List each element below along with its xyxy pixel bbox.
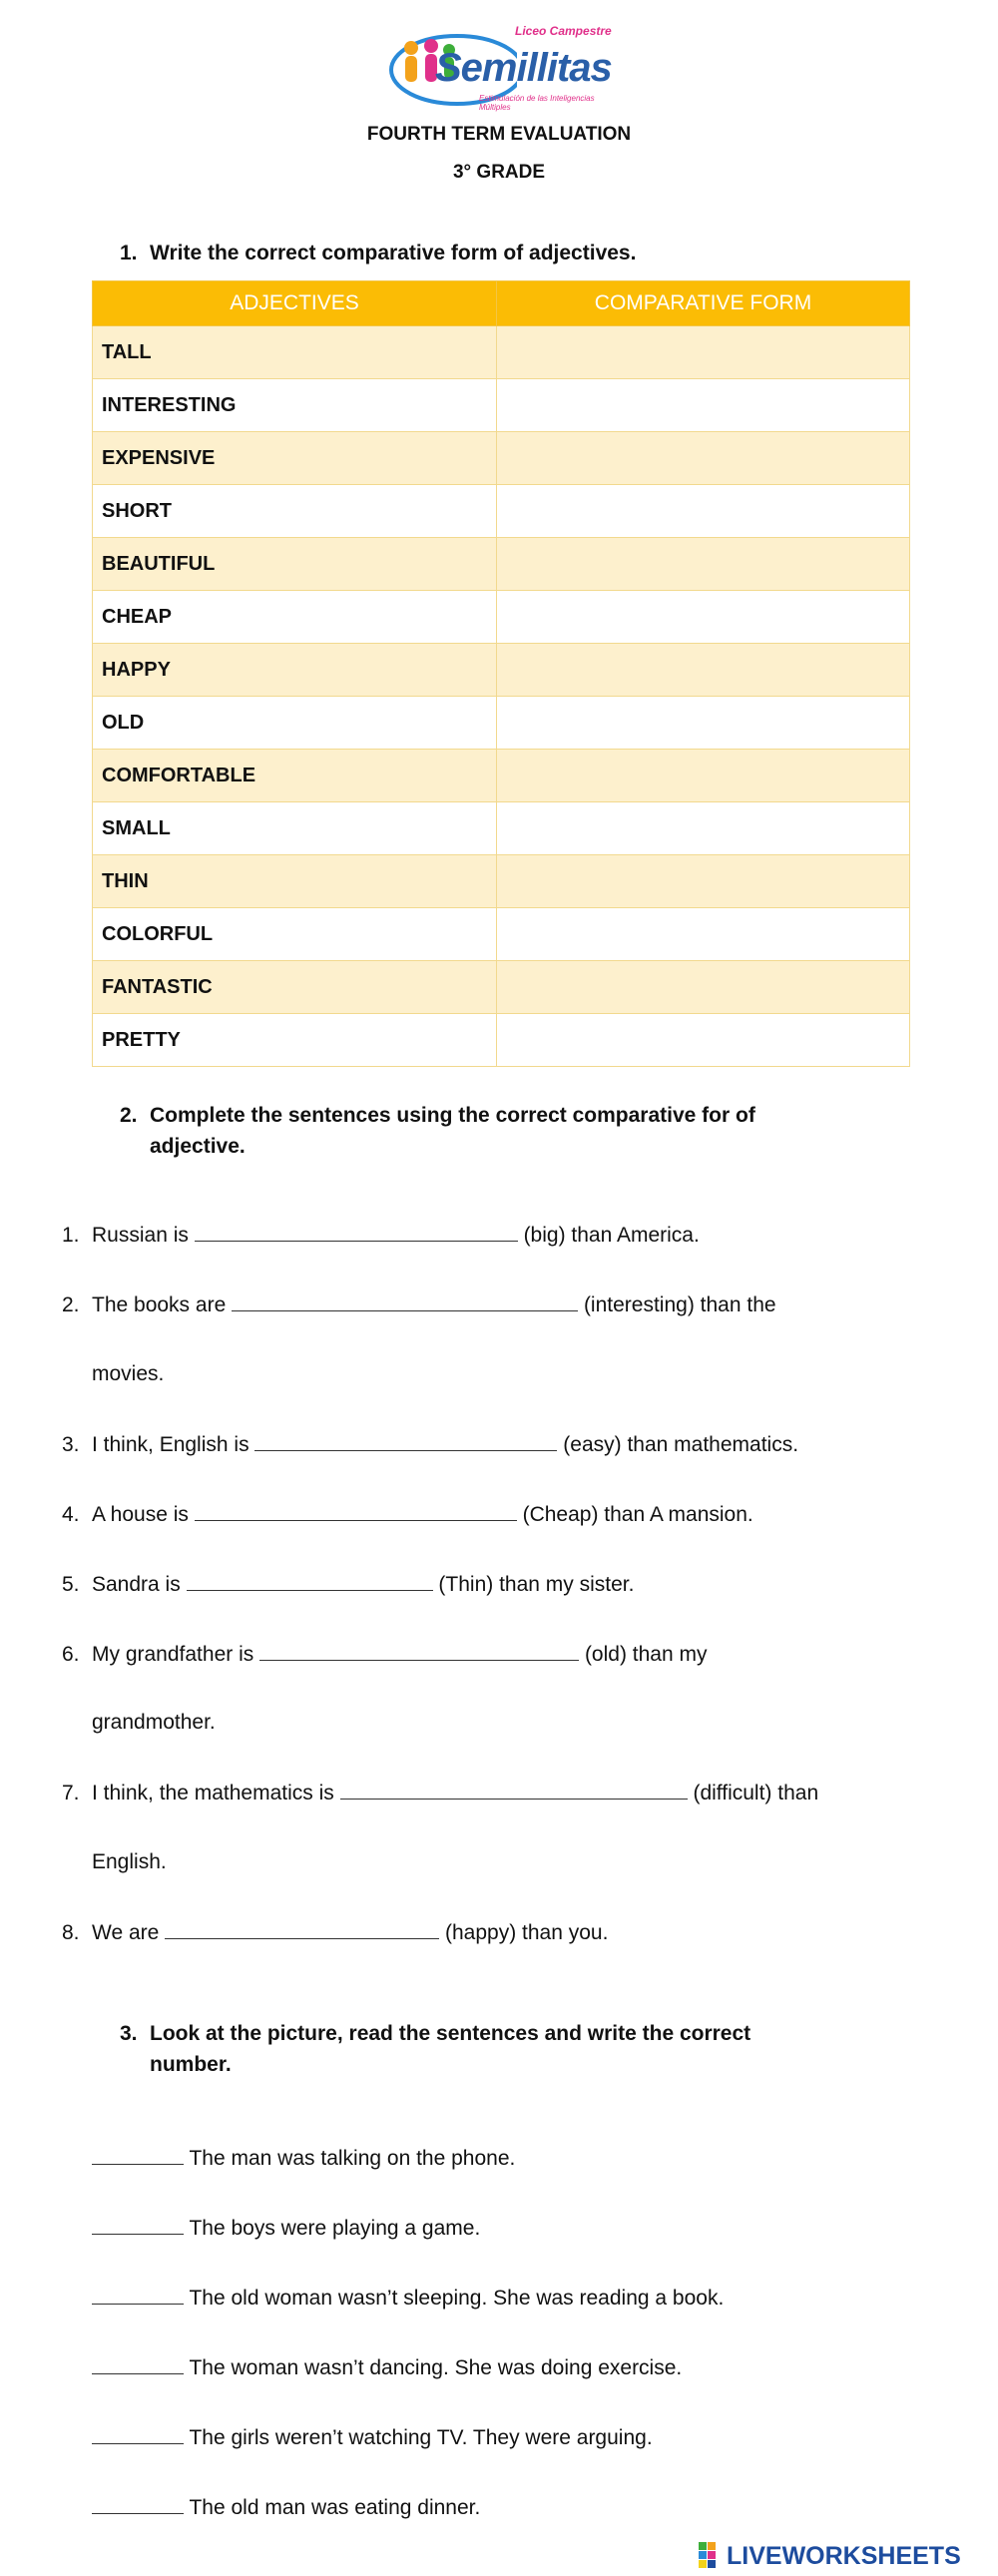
table-row (93, 644, 910, 697)
question-text-line-2: number. (150, 2053, 232, 2076)
answer-cell[interactable] (497, 908, 910, 961)
table-row (93, 379, 910, 432)
item-number: 1. (62, 1224, 80, 1247)
answer-cell[interactable] (497, 802, 910, 855)
answer-cell[interactable] (497, 591, 910, 644)
answer-blank[interactable] (259, 1642, 579, 1661)
question-number: 2. (120, 1104, 138, 1127)
match-item (92, 2355, 682, 2380)
adjective-cell: FANTASTIC (93, 961, 497, 1014)
table-row (93, 326, 910, 379)
column-header-comparative: COMPARATIVE FORM (497, 281, 910, 326)
liveworksheets-logo (697, 2540, 996, 2570)
school-logo (387, 18, 617, 118)
answer-cell[interactable] (497, 750, 910, 802)
sentence-end: (happy) than you. (445, 1921, 609, 1944)
match-item (92, 2216, 480, 2241)
sentence-item (62, 1779, 818, 1808)
answer-cell[interactable] (497, 855, 910, 908)
sentence-item (62, 1918, 608, 1948)
answer-blank[interactable] (165, 1920, 439, 1939)
answer-cell[interactable] (497, 485, 910, 538)
sentence-end: (Thin) than my sister. (438, 1573, 635, 1596)
adjective-cell: THIN (93, 855, 497, 908)
adjective-cell: TALL (93, 326, 497, 379)
sentence-end: (old) than my (584, 1643, 708, 1666)
match-item (92, 2425, 653, 2450)
sentence-start: A house is (92, 1503, 189, 1526)
table-header-row (93, 281, 910, 326)
table-row (93, 1014, 910, 1067)
table-row (93, 697, 910, 750)
page-title: FOURTH TERM EVALUATION (366, 124, 632, 145)
number-blank[interactable] (92, 2355, 184, 2374)
sentence-item (62, 1570, 634, 1600)
question-number: 1. (120, 242, 138, 264)
sentence-item (62, 1640, 707, 1670)
adjective-cell: PRETTY (93, 1014, 497, 1067)
answer-blank[interactable] (195, 1223, 518, 1242)
number-blank[interactable] (92, 2286, 184, 2305)
item-number: 3. (62, 1433, 80, 1456)
answer-blank[interactable] (187, 1572, 433, 1591)
table-row (93, 961, 910, 1014)
sentence-item (62, 1430, 798, 1460)
grade-label: 3° GRADE (452, 162, 546, 183)
answer-blank[interactable] (340, 1781, 688, 1800)
match-sentence: The boys were playing a game. (189, 2217, 481, 2240)
sentence-start: The books are (92, 1293, 227, 1316)
sentence-start: My grandfather is (92, 1643, 254, 1666)
question-text-line-2: adjective. (150, 1135, 246, 1158)
answer-cell[interactable] (497, 697, 910, 750)
table-row (93, 750, 910, 802)
answer-cell[interactable] (497, 644, 910, 697)
table-row (93, 855, 910, 908)
liveworksheets-icon (699, 2542, 725, 2570)
answer-cell[interactable] (497, 1014, 910, 1067)
adjectives-table (92, 280, 910, 1067)
match-sentence: The man was talking on the phone. (189, 2147, 516, 2170)
table-row (93, 591, 910, 644)
sentence-start: Sandra is (92, 1573, 181, 1596)
answer-cell[interactable] (497, 326, 910, 379)
answer-blank[interactable] (195, 1502, 517, 1521)
item-number: 4. (62, 1503, 80, 1526)
question-text-line-1: Look at the picture, read the sentences and write the correct (150, 2022, 751, 2045)
match-item (92, 2286, 724, 2311)
adjective-cell: OLD (93, 697, 497, 750)
logo-subtitle: Estimulación de las Inteligencias Múltiples (479, 94, 595, 112)
sentence-item (62, 1290, 776, 1320)
number-blank[interactable] (92, 2495, 184, 2514)
adjective-cell: SHORT (93, 485, 497, 538)
adjective-cell: INTERESTING (93, 379, 497, 432)
item-number: 7. (62, 1782, 80, 1804)
match-sentence: The girls weren’t watching TV. They were arguing. (189, 2426, 653, 2449)
match-item (92, 2146, 515, 2171)
table-row (93, 432, 910, 485)
sentence-end: (easy) than mathematics. (563, 1433, 799, 1456)
item-number: 5. (62, 1573, 80, 1596)
column-header-adjectives: ADJECTIVES (93, 281, 497, 326)
adjective-cell: EXPENSIVE (93, 432, 497, 485)
table-row (93, 802, 910, 855)
item-number: 8. (62, 1921, 80, 1944)
table-row (93, 538, 910, 591)
adjective-cell: CHEAP (93, 591, 497, 644)
match-sentence: The old woman wasn’t sleeping. She was reading a book. (189, 2287, 725, 2310)
question-text-line-1: Complete the sentences using the correct comparative for of (150, 1104, 755, 1127)
sentence-continuation: English. (92, 1850, 167, 1873)
answer-blank[interactable] (254, 1432, 557, 1451)
question-text: Write the correct comparative form of adjectives. (150, 242, 637, 264)
sentence-item (62, 1500, 753, 1530)
answer-cell[interactable] (497, 432, 910, 485)
sentence-continuation: grandmother. (92, 1711, 216, 1734)
number-blank[interactable] (92, 2425, 184, 2444)
question-2-title (120, 1100, 755, 1162)
sentence-end: (interesting) than the (583, 1293, 776, 1316)
sentence-start: I think, the mathematics is (92, 1782, 334, 1804)
question-1-title (120, 238, 637, 268)
sentence-item (62, 1221, 700, 1251)
table-row (93, 485, 910, 538)
item-number: 2. (62, 1293, 80, 1316)
sentence-end: (Cheap) than A mansion. (522, 1503, 753, 1526)
answer-cell[interactable] (497, 538, 910, 591)
adjective-cell: SMALL (93, 802, 497, 855)
table-row (93, 908, 910, 961)
logo-name: Semillitas (435, 46, 612, 90)
logo-tagline: Liceo Campestre (515, 24, 612, 38)
brand-name: LIVEWORKSHEETS (727, 2542, 961, 2570)
question-number: 3. (120, 2022, 138, 2045)
sentence-end: (big) than America. (523, 1224, 700, 1247)
adjective-cell: COMFORTABLE (93, 750, 497, 802)
match-item (92, 2495, 480, 2520)
match-sentence: The woman wasn’t dancing. She was doing exercise. (189, 2356, 683, 2379)
adjective-cell: COLORFUL (93, 908, 497, 961)
number-blank[interactable] (92, 2146, 184, 2165)
answer-blank[interactable] (232, 1292, 578, 1311)
answer-cell[interactable] (497, 379, 910, 432)
adjective-cell: BEAUTIFUL (93, 538, 497, 591)
sentence-end: (difficult) than (693, 1782, 819, 1804)
match-sentence: The old man was eating dinner. (189, 2496, 481, 2519)
item-number: 6. (62, 1643, 80, 1666)
sentence-start: Russian is (92, 1224, 189, 1247)
sentence-continuation: movies. (92, 1362, 165, 1385)
number-blank[interactable] (92, 2216, 184, 2235)
sentence-start: We are (92, 1921, 160, 1944)
question-3-title (120, 2018, 751, 2080)
adjective-cell: HAPPY (93, 644, 497, 697)
sentence-start: I think, English is (92, 1433, 250, 1456)
answer-cell[interactable] (497, 961, 910, 1014)
